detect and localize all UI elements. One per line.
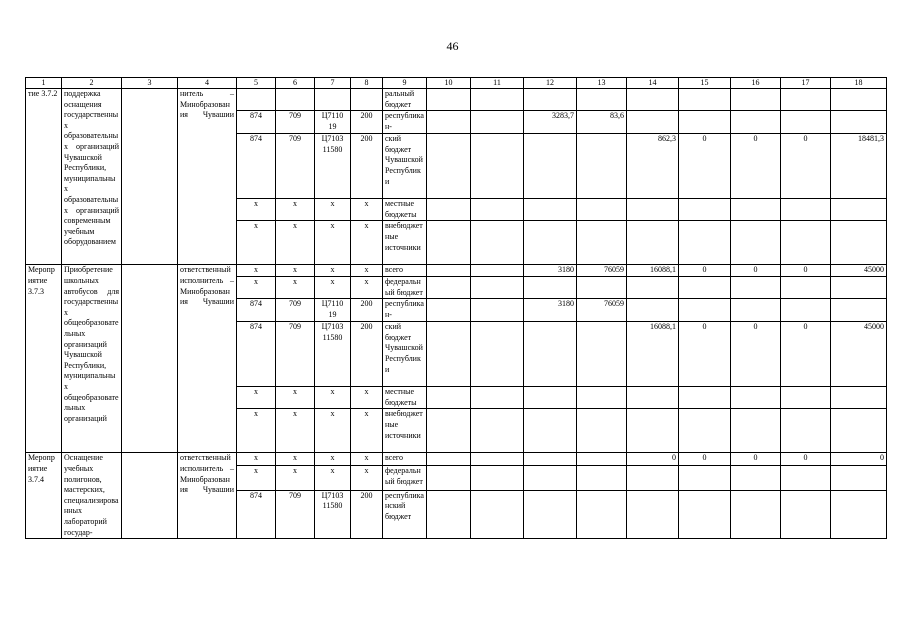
cell-c10 <box>427 322 471 387</box>
cell-c13: 83,6 <box>577 111 627 134</box>
measure-description-cell: Приобретение школьных автобусов для государственных общеобразовательных организаций Чувашской Республики, муниципальных общеобразовательных организаций <box>62 265 122 453</box>
cell-c9: республиканский бюджет <box>383 490 427 539</box>
cell-c11 <box>471 409 524 453</box>
cell-c5: 874 <box>237 111 276 134</box>
cell-c9: местные бюджеты <box>383 387 427 409</box>
cell-c9: внебюджетные источники <box>383 409 427 453</box>
cell-c7: x <box>315 199 351 221</box>
cell-c14 <box>627 466 679 490</box>
cell-c16 <box>731 276 781 298</box>
column-number: 15 <box>679 78 731 89</box>
cell-c5: x <box>237 221 276 265</box>
cell-c12 <box>524 322 577 387</box>
cell-c13 <box>577 453 627 466</box>
table-row <box>26 265 887 277</box>
cell-c15: 0 <box>679 134 731 199</box>
cell-c14 <box>627 199 679 221</box>
cell-c6: x <box>276 276 315 298</box>
cell-c17 <box>781 221 831 265</box>
cell-c6: 709 <box>276 134 315 199</box>
cell-c15 <box>679 490 731 539</box>
cell-c16: 0 <box>731 265 781 277</box>
cell-c16: 0 <box>731 453 781 466</box>
cell-c8: x <box>351 221 383 265</box>
cell-c13 <box>577 199 627 221</box>
cell-c7: x <box>315 466 351 490</box>
cell-c13 <box>577 221 627 265</box>
cell-c12 <box>524 409 577 453</box>
cell-c10 <box>427 466 471 490</box>
cell-c14 <box>627 409 679 453</box>
cell-c5: x <box>237 409 276 453</box>
cell-c11 <box>471 134 524 199</box>
cell-c6: x <box>276 387 315 409</box>
page-number: 46 <box>446 39 459 53</box>
cell-c7 <box>315 89 351 111</box>
cell-c6: 709 <box>276 490 315 539</box>
column-number: 3 <box>122 78 178 89</box>
cell-c15 <box>679 387 731 409</box>
cell-c6: x <box>276 453 315 466</box>
cell-c9: федеральный бюджет <box>383 276 427 298</box>
cell-c6: x <box>276 199 315 221</box>
cell-c10 <box>427 490 471 539</box>
cell-c18 <box>831 111 887 134</box>
cell-c5: x <box>237 265 276 277</box>
cell-c11 <box>471 322 524 387</box>
column-number: 17 <box>781 78 831 89</box>
cell-c18 <box>831 466 887 490</box>
cell-c12 <box>524 490 577 539</box>
cell-c5: 874 <box>237 490 276 539</box>
cell-c16 <box>731 199 781 221</box>
cell-c7: Ц7110 19 <box>315 299 351 322</box>
cell-c16 <box>731 490 781 539</box>
cell-c15: 0 <box>679 322 731 387</box>
cell-c13 <box>577 466 627 490</box>
cell-c17 <box>781 199 831 221</box>
executor-cell: ответственный исполнитель – Минобразования Чувашии <box>178 453 237 539</box>
empty-cell <box>122 453 178 539</box>
budget-table <box>25 77 887 539</box>
cell-c18 <box>831 276 887 298</box>
cell-c10 <box>427 265 471 277</box>
cell-c5: 874 <box>237 322 276 387</box>
cell-c17 <box>781 387 831 409</box>
cell-c7: Ц7103 11580 <box>315 134 351 199</box>
column-number: 12 <box>524 78 577 89</box>
cell-c16 <box>731 89 781 111</box>
column-number: 16 <box>731 78 781 89</box>
table-row <box>26 89 887 111</box>
cell-c14 <box>627 89 679 111</box>
cell-c14 <box>627 221 679 265</box>
cell-c18 <box>831 409 887 453</box>
cell-c6: x <box>276 265 315 277</box>
cell-c18: 0 <box>831 453 887 466</box>
cell-c13 <box>577 387 627 409</box>
cell-c5: x <box>237 453 276 466</box>
cell-c11 <box>471 453 524 466</box>
cell-c15 <box>679 111 731 134</box>
cell-c13 <box>577 276 627 298</box>
cell-c12 <box>524 134 577 199</box>
cell-c7: x <box>315 409 351 453</box>
cell-c10 <box>427 387 471 409</box>
cell-c15: 0 <box>679 265 731 277</box>
cell-c12: 3283,7 <box>524 111 577 134</box>
cell-c6: 709 <box>276 111 315 134</box>
cell-c17 <box>781 111 831 134</box>
cell-c15 <box>679 299 731 322</box>
cell-c14: 0 <box>627 453 679 466</box>
cell-c10 <box>427 221 471 265</box>
cell-c7: Ц7103 11580 <box>315 490 351 539</box>
cell-c18: 18481,3 <box>831 134 887 199</box>
cell-c5: x <box>237 387 276 409</box>
cell-c18 <box>831 221 887 265</box>
cell-c8: x <box>351 276 383 298</box>
cell-c14: 862,3 <box>627 134 679 199</box>
column-number: 9 <box>383 78 427 89</box>
measure-description-cell: поддержка оснащения государственных образовательных организаций Чувашской Республики, муниципальных образовательных организаций современным учебным оборудованием <box>62 89 122 265</box>
cell-c16: 0 <box>731 134 781 199</box>
cell-c8: x <box>351 453 383 466</box>
cell-c14 <box>627 490 679 539</box>
cell-c14 <box>627 111 679 134</box>
cell-c7: x <box>315 453 351 466</box>
cell-c11 <box>471 466 524 490</box>
cell-c8: x <box>351 199 383 221</box>
cell-c15: 0 <box>679 453 731 466</box>
cell-c9: ский бюджет Чувашской Республики <box>383 322 427 387</box>
cell-c11 <box>471 387 524 409</box>
cell-c16 <box>731 387 781 409</box>
cell-c5: x <box>237 199 276 221</box>
cell-c12 <box>524 199 577 221</box>
cell-c8: x <box>351 466 383 490</box>
cell-c8: 200 <box>351 111 383 134</box>
column-number: 13 <box>577 78 627 89</box>
cell-c13 <box>577 89 627 111</box>
measure-name-cell: Мероприятие 3.7.3 <box>26 265 62 453</box>
cell-c8: x <box>351 265 383 277</box>
cell-c8 <box>351 89 383 111</box>
column-number: 8 <box>351 78 383 89</box>
cell-c18 <box>831 490 887 539</box>
cell-c6: 709 <box>276 299 315 322</box>
column-number-row <box>26 78 887 89</box>
cell-c5: x <box>237 276 276 298</box>
cell-c13 <box>577 134 627 199</box>
cell-c17 <box>781 490 831 539</box>
cell-c7: x <box>315 276 351 298</box>
cell-c13 <box>577 490 627 539</box>
executor-cell: ответственный исполнитель – Минобразования Чувашии <box>178 265 237 453</box>
cell-c8: 200 <box>351 134 383 199</box>
cell-c14: 16088,1 <box>627 322 679 387</box>
column-number: 2 <box>62 78 122 89</box>
cell-c11 <box>471 490 524 539</box>
cell-c18 <box>831 299 887 322</box>
empty-cell <box>122 265 178 453</box>
cell-c9: местные бюджеты <box>383 199 427 221</box>
table-row <box>26 453 887 466</box>
cell-c11 <box>471 199 524 221</box>
cell-c5: 874 <box>237 134 276 199</box>
cell-c15 <box>679 409 731 453</box>
cell-c14 <box>627 276 679 298</box>
cell-c7: Ц7110 19 <box>315 111 351 134</box>
cell-c15 <box>679 466 731 490</box>
cell-c13 <box>577 322 627 387</box>
cell-c17: 0 <box>781 453 831 466</box>
cell-c5: 874 <box>237 299 276 322</box>
cell-c6 <box>276 89 315 111</box>
cell-c18: 45000 <box>831 265 887 277</box>
cell-c17 <box>781 299 831 322</box>
cell-c18: 45000 <box>831 322 887 387</box>
column-number: 1 <box>26 78 62 89</box>
cell-c12: 3180 <box>524 265 577 277</box>
cell-c8: 200 <box>351 490 383 539</box>
cell-c6: x <box>276 221 315 265</box>
cell-c10 <box>427 89 471 111</box>
empty-cell <box>122 89 178 265</box>
cell-c9: республикан- <box>383 111 427 134</box>
cell-c16 <box>731 221 781 265</box>
cell-c13 <box>577 409 627 453</box>
column-number: 6 <box>276 78 315 89</box>
measure-description-cell: Оснащение учебных полигонов, мастерских, специализированных лабораторий государ- <box>62 453 122 539</box>
cell-c13: 76059 <box>577 265 627 277</box>
cell-c16 <box>731 111 781 134</box>
cell-c17 <box>781 276 831 298</box>
cell-c16 <box>731 299 781 322</box>
cell-c9: ральный бюджет <box>383 89 427 111</box>
cell-c18 <box>831 199 887 221</box>
cell-c5 <box>237 89 276 111</box>
cell-c7: x <box>315 265 351 277</box>
cell-c7: x <box>315 221 351 265</box>
cell-c10 <box>427 199 471 221</box>
cell-c12 <box>524 466 577 490</box>
cell-c8: x <box>351 409 383 453</box>
cell-c16 <box>731 409 781 453</box>
cell-c15 <box>679 276 731 298</box>
cell-c8: 200 <box>351 299 383 322</box>
executor-cell: нитель – Минобразования Чувашии <box>178 89 237 265</box>
cell-c9: всего <box>383 453 427 466</box>
cell-c14: 16088,1 <box>627 265 679 277</box>
cell-c10 <box>427 453 471 466</box>
cell-c12 <box>524 221 577 265</box>
cell-c15 <box>679 89 731 111</box>
cell-c10 <box>427 134 471 199</box>
cell-c14 <box>627 387 679 409</box>
cell-c11 <box>471 276 524 298</box>
cell-c15 <box>679 221 731 265</box>
cell-c6: 709 <box>276 322 315 387</box>
cell-c18 <box>831 387 887 409</box>
cell-c11 <box>471 111 524 134</box>
cell-c15 <box>679 199 731 221</box>
cell-c13: 76059 <box>577 299 627 322</box>
column-number: 5 <box>237 78 276 89</box>
cell-c17 <box>781 466 831 490</box>
cell-c12 <box>524 453 577 466</box>
cell-c7: x <box>315 387 351 409</box>
cell-c12 <box>524 387 577 409</box>
cell-c5: x <box>237 466 276 490</box>
cell-c7: Ц7103 11580 <box>315 322 351 387</box>
cell-c9: федеральный бюджет <box>383 466 427 490</box>
column-number: 7 <box>315 78 351 89</box>
cell-c17 <box>781 409 831 453</box>
column-number: 4 <box>178 78 237 89</box>
cell-c17: 0 <box>781 322 831 387</box>
cell-c17: 0 <box>781 265 831 277</box>
cell-c18 <box>831 89 887 111</box>
cell-c17: 0 <box>781 134 831 199</box>
column-number: 18 <box>831 78 887 89</box>
cell-c16 <box>731 466 781 490</box>
measure-name-cell: тие 3.7.2 <box>26 89 62 265</box>
cell-c10 <box>427 111 471 134</box>
cell-c11 <box>471 221 524 265</box>
cell-c6: x <box>276 466 315 490</box>
cell-c14 <box>627 299 679 322</box>
cell-c9: внебюджетные источники <box>383 221 427 265</box>
cell-c9: республикан- <box>383 299 427 322</box>
column-number: 14 <box>627 78 679 89</box>
column-number: 10 <box>427 78 471 89</box>
cell-c11 <box>471 265 524 277</box>
cell-c11 <box>471 299 524 322</box>
cell-c10 <box>427 276 471 298</box>
cell-c9: ский бюджет Чувашской Республики <box>383 134 427 199</box>
column-number: 11 <box>471 78 524 89</box>
cell-c9: всего <box>383 265 427 277</box>
cell-c6: x <box>276 409 315 453</box>
cell-c10 <box>427 299 471 322</box>
cell-c17 <box>781 89 831 111</box>
measure-name-cell: Мероприятие 3.7.4 <box>26 453 62 539</box>
cell-c10 <box>427 409 471 453</box>
cell-c8: 200 <box>351 322 383 387</box>
cell-c11 <box>471 89 524 111</box>
cell-c8: x <box>351 387 383 409</box>
cell-c12 <box>524 276 577 298</box>
cell-c16: 0 <box>731 322 781 387</box>
cell-c12 <box>524 89 577 111</box>
cell-c12: 3180 <box>524 299 577 322</box>
